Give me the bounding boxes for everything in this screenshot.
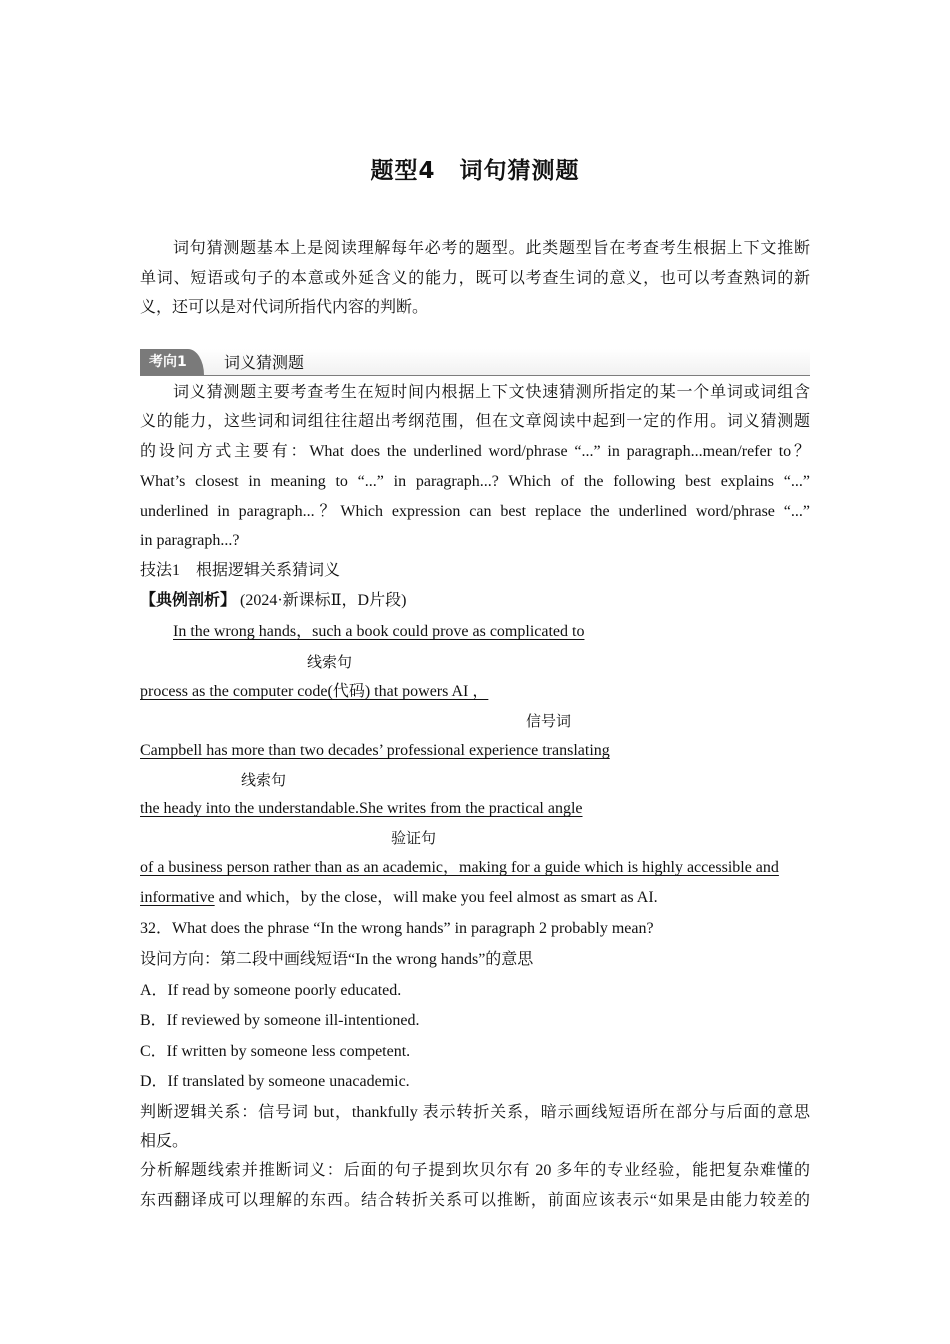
underlined-phrase: In the wrong hands [173, 623, 297, 640]
section-tag: 考向1 [140, 349, 204, 375]
example-label: 【典例剖析】 [140, 592, 237, 609]
passage-text: informative [140, 889, 215, 906]
example-heading [140, 591, 810, 611]
passage-line-2 [140, 682, 810, 702]
option-b: B．If reviewed by someone ill-intentioned. [140, 1012, 420, 1029]
passage-text: process as the computer code(代码) that powers AI ， [140, 683, 489, 700]
passage-line-1 [173, 622, 810, 642]
option-d: D．If translated by someone unacademic. [140, 1073, 410, 1090]
analysis-line-1: 判断逻辑关系：信号词 but，thankfully 表示转折关系，暗示画线短语所在部分与后面的意思 [140, 1104, 810, 1121]
para-line-1: 词义猜测题主要考查考生在短时间内根据上下文快速猜测所指定的某一个单词或词组含 [173, 384, 810, 401]
section-label: 词义猜测题 [224, 353, 305, 372]
para-line-3: 的设问方式主要有：What does the underlined word/phrase “...” in paragraph...mean/refer to？ [140, 443, 810, 460]
passage-line-4 [140, 799, 810, 819]
intro-line-2: 单词、短语或句子的本意或外延含义的能力，既可以考查生词的意义，也可以考查熟词的新 [140, 270, 810, 287]
annotation-signal: 信号词 [526, 712, 572, 730]
passage-text: the heady into the understandable.She writes from the practical angle [140, 800, 583, 817]
question-direction: 设问方向：第二段中画线短语“In the wrong hands”的意思 [140, 951, 534, 968]
intro-line-1: 词句猜测题基本上是阅读理解每年必考的题型。此类题型旨在考查考生根据上下文推断 [173, 240, 810, 257]
example-source: (2024·新课标Ⅱ，D片段) [240, 592, 407, 609]
passage-line-5 [140, 858, 810, 878]
passage-text: and which，by the close，will make you feel almost as smart as AI. [214, 889, 658, 906]
intro-line-3: 义，还可以是对代词所指代内容的判断。 [140, 299, 429, 316]
option-c: C．If written by someone less competent. [140, 1043, 411, 1060]
passage-line-6 [140, 888, 810, 908]
annotation-verify: 验证句 [391, 829, 437, 847]
annotation-clue: 线索句 [241, 771, 287, 789]
analysis-line-2: 相反。 [140, 1133, 189, 1150]
analysis-line-4: 东西翻译成可以理解的东西。结合转折关系可以推断，前面应该表示“如果是由能力较差的 [140, 1192, 810, 1209]
technique-heading: 技法1 根据逻辑关系猜词义 [140, 562, 341, 579]
passage-text: ，such a book could prove as complicated to [296, 623, 585, 640]
annotation-clue: 线索句 [307, 653, 353, 671]
passage-line-3 [140, 741, 810, 761]
page-title: 题型4 词句猜测题 [370, 158, 580, 184]
para-line-5: underlined in paragraph...？Which expression can best replace the underlined word/phrase “...” [140, 503, 810, 520]
analysis-line-3: 分析解题线索并推断词义：后面的句子提到坎贝尔有 20 多年的专业经验，能把复杂难懂的 [140, 1162, 810, 1179]
passage-text: of a business person rather than as an academic，making for a guide which is highly accessible and [140, 859, 779, 876]
section-header [140, 349, 810, 376]
option-a: A．If read by someone poorly educated. [140, 982, 402, 999]
passage-text: Campbell has more than two decades’ professional experience translating [140, 742, 610, 759]
para-line-2: 义的能力，这些词和词组往往超出考纲范围，但在文章阅读中起到一定的作用。词义猜测题 [140, 413, 810, 430]
para-line-6: in paragraph...? [140, 532, 240, 549]
para-line-4: What’s closest in meaning to “...” in paragraph...? Which of the following best explains “...” [140, 473, 810, 490]
question-text: 32．What does the phrase “In the wrong hands” in paragraph 2 probably mean? [140, 920, 654, 937]
